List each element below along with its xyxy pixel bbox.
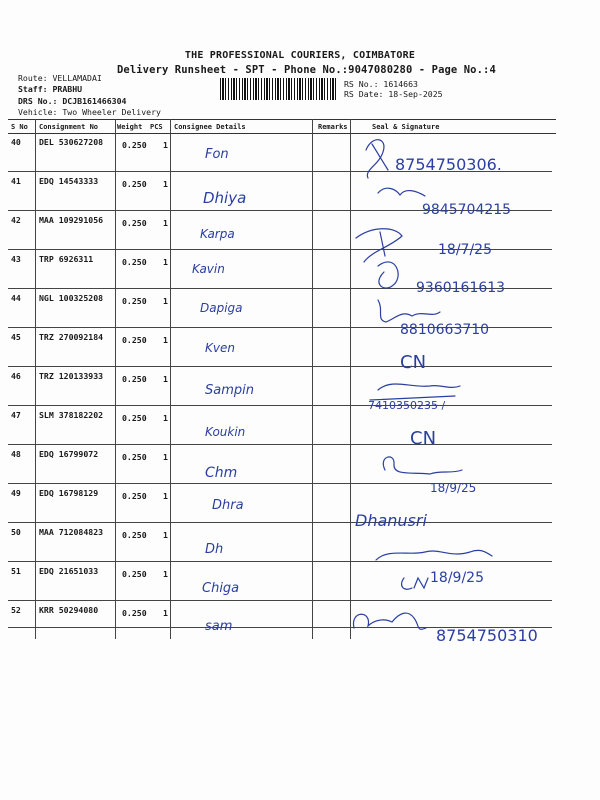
consignment-number: EDQ 21651033 bbox=[39, 566, 99, 576]
signature-scribble bbox=[383, 457, 462, 474]
signature-scribble bbox=[366, 140, 388, 178]
handwritten-phone: 8754750306. bbox=[395, 155, 502, 174]
handwritten-consignee: Karpa bbox=[200, 227, 235, 241]
handwritten-date: 18/9/25 bbox=[430, 481, 477, 495]
rs-number: RS No.: 1614663 bbox=[344, 79, 418, 89]
handwritten-consignee: Dh bbox=[205, 542, 224, 557]
serial-number: 48 bbox=[11, 449, 21, 459]
serial-number: 41 bbox=[11, 176, 21, 186]
handwritten-phone: 8810663710 bbox=[400, 322, 490, 338]
weight-value: 0.250 bbox=[122, 608, 147, 618]
handwritten-cn: CN bbox=[410, 428, 437, 449]
weight-value: 0.250 bbox=[122, 413, 147, 423]
handwritten-consignee: Koukin bbox=[205, 425, 246, 439]
consignment-number: MAA 109291056 bbox=[39, 215, 104, 225]
weight-value: 0.250 bbox=[122, 296, 147, 306]
pcs-value: 1 bbox=[163, 335, 168, 345]
weight-value: 0.250 bbox=[122, 257, 147, 267]
serial-number: 46 bbox=[11, 371, 21, 381]
rs-date: RS Date: 18-Sep-2025 bbox=[344, 89, 443, 99]
col-header-remarks: Remarks bbox=[318, 123, 348, 131]
weight-value: 0.250 bbox=[122, 530, 147, 540]
handwritten-consignee: Sampin bbox=[205, 383, 254, 398]
handwritten-consignee: Chiga bbox=[202, 581, 240, 596]
serial-number: 40 bbox=[11, 137, 21, 147]
pcs-value: 1 bbox=[163, 569, 168, 579]
serial-number: 47 bbox=[11, 410, 21, 420]
consignment-number: NGL 100325208 bbox=[39, 293, 104, 303]
weight-value: 0.250 bbox=[122, 452, 147, 462]
handwritten-date: 18/9/25 bbox=[430, 570, 484, 586]
handwritten-consignee: Kavin bbox=[192, 262, 225, 276]
signature-scribble bbox=[376, 550, 492, 560]
consignment-number: MAA 712084823 bbox=[39, 527, 104, 537]
serial-number: 44 bbox=[11, 293, 21, 303]
serial-number: 42 bbox=[11, 215, 21, 225]
signature-scribble bbox=[354, 613, 426, 629]
signature-cn bbox=[402, 578, 428, 589]
consignment-number: TRZ 270092184 bbox=[39, 332, 104, 342]
handwritten-consignee: Kven bbox=[205, 341, 235, 355]
pcs-value: 1 bbox=[163, 608, 168, 618]
col-header-pcs: PCS bbox=[150, 123, 163, 131]
consignment-number: EDQ 16799072 bbox=[39, 449, 99, 459]
pcs-value: 1 bbox=[163, 296, 168, 306]
serial-number: 50 bbox=[11, 527, 21, 537]
handwritten-phone: 8754750310 bbox=[436, 626, 538, 645]
weight-value: 0.250 bbox=[122, 491, 147, 501]
handwritten-consignee: Dhra bbox=[212, 498, 244, 513]
consignment-number: SLM 378182202 bbox=[39, 410, 104, 420]
serial-number: 51 bbox=[11, 566, 21, 576]
runsheet-title: THE PROFESSIONAL COURIERS, COIMBATORE bbox=[184, 50, 416, 61]
serial-number: 52 bbox=[11, 605, 21, 615]
handwritten-consignee: Chm bbox=[205, 465, 238, 481]
pcs-value: 1 bbox=[163, 530, 168, 540]
pcs-value: 1 bbox=[163, 491, 168, 501]
pcs-value: 1 bbox=[163, 179, 168, 189]
signature-scribble bbox=[378, 262, 398, 288]
pcs-value: 1 bbox=[163, 374, 168, 384]
handwritten-date: 18/7/25 bbox=[438, 242, 492, 258]
pcs-value: 1 bbox=[163, 452, 168, 462]
weight-value: 0.250 bbox=[122, 140, 147, 150]
runsheet-subtitle: Delivery Runsheet - SPT - Phone No.:9047080280 - Page No.:4 bbox=[117, 64, 496, 76]
handwritten-phone: 9845704215 bbox=[422, 202, 512, 218]
weight-value: 0.250 bbox=[122, 374, 147, 384]
serial-number: 43 bbox=[11, 254, 21, 264]
col-header-seal: Seal & Signature bbox=[372, 123, 440, 131]
handwritten-phone: 9360161613 bbox=[416, 280, 506, 296]
vehicle-label: Vehicle: Two Wheeler Delivery bbox=[18, 107, 161, 117]
signature-scribble bbox=[378, 300, 440, 322]
handwritten-consignee: sam bbox=[205, 619, 233, 634]
drs-label: DRS No.: DCJB161466304 bbox=[18, 96, 127, 106]
serial-number: 49 bbox=[11, 488, 21, 498]
handwritten-consignee: Dapiga bbox=[200, 301, 243, 315]
signature-scribble bbox=[378, 384, 460, 390]
col-header-weight: Weight bbox=[117, 123, 143, 131]
handwritten-cn: CN bbox=[400, 352, 427, 373]
consignment-number: KRR 50294080 bbox=[39, 605, 99, 615]
handwritten-phone: 7410350235 / bbox=[368, 399, 446, 412]
consignment-number: EDQ 14543333 bbox=[39, 176, 99, 186]
handwritten-consignee: Dhiya bbox=[203, 189, 247, 207]
route-label: Route: VELLAMADAI bbox=[18, 73, 102, 83]
weight-value: 0.250 bbox=[122, 179, 147, 189]
consignment-number: EDQ 16798129 bbox=[39, 488, 99, 498]
pcs-value: 1 bbox=[163, 413, 168, 423]
weight-value: 0.250 bbox=[122, 569, 147, 579]
weight-value: 0.250 bbox=[122, 335, 147, 345]
consignment-number: DEL 530627208 bbox=[39, 137, 104, 147]
serial-number: 45 bbox=[11, 332, 21, 342]
col-header-consignment: Consignment No bbox=[39, 123, 99, 131]
pcs-value: 1 bbox=[163, 257, 168, 267]
consignment-number: TRP 6926311 bbox=[39, 254, 94, 264]
col-header-sno: S No bbox=[11, 123, 28, 131]
signature-scribble bbox=[356, 229, 402, 262]
signature-scribble bbox=[378, 188, 425, 196]
handwritten-name: Dhanusri bbox=[355, 511, 427, 530]
staff-label: Staff: PRABHU bbox=[18, 84, 83, 94]
pcs-value: 1 bbox=[163, 140, 168, 150]
col-header-consignee: Consignee Details bbox=[174, 123, 246, 131]
pcs-value: 1 bbox=[163, 218, 168, 228]
weight-value: 0.250 bbox=[122, 218, 147, 228]
handwritten-consignee: Fon bbox=[205, 147, 229, 162]
consignment-number: TRZ 120133933 bbox=[39, 371, 104, 381]
